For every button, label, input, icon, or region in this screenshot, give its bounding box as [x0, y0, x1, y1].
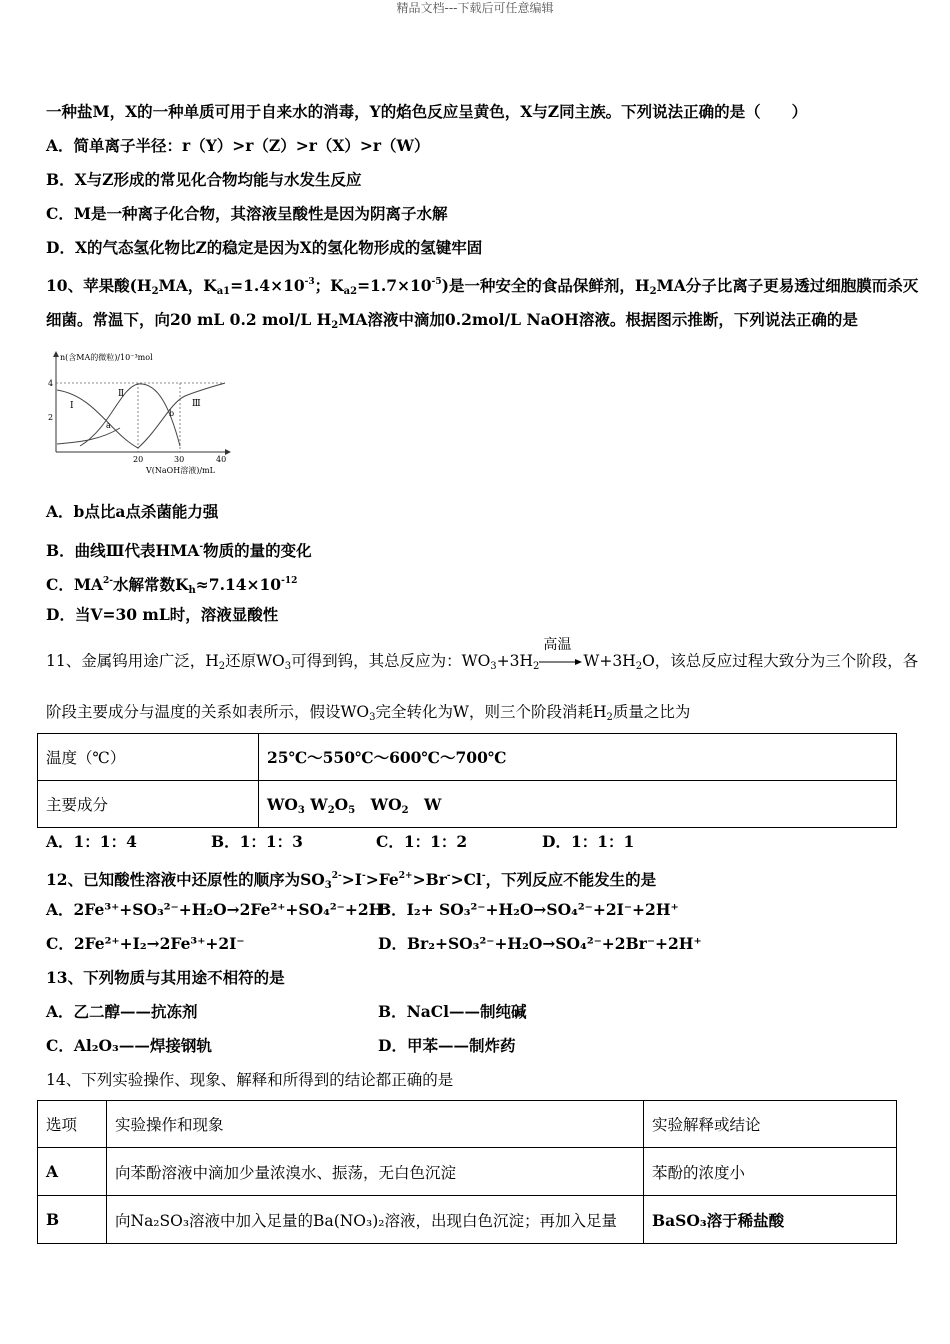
table-header: 选项	[38, 1101, 107, 1148]
text: 水解常数K	[113, 575, 189, 594]
q12-row2	[46, 934, 702, 954]
table-cell: 向Na₂SO₃溶液中加入足量的Ba(NO₃)₂溶液，出现白色沉淀；再加入足量	[107, 1196, 644, 1244]
sub: 2	[218, 661, 226, 672]
sup: 2-	[103, 576, 114, 586]
sub: 2	[533, 661, 540, 672]
q13-option-b: B．NaCl——制纯碱	[378, 1002, 527, 1021]
text: 12、已知酸性溶液中还原性的顺序为SO	[46, 870, 325, 889]
q9-option-b: B．X与Z形成的常见化合物均能与水发生反应	[46, 170, 362, 189]
sub: a2	[343, 286, 358, 297]
page-header: 精品文档---下载后可任意编辑	[396, 1, 554, 15]
x-tick-30: 30	[174, 455, 185, 464]
point-a: a	[106, 421, 111, 430]
text: W	[304, 794, 328, 814]
table-header: 实验操作和现象	[107, 1101, 644, 1148]
q11-table	[37, 733, 897, 828]
sup: 2+	[398, 871, 413, 881]
reaction-condition: 高温	[543, 637, 572, 653]
text: =1.4×10	[230, 276, 305, 295]
table-cell: 主要成分	[38, 781, 259, 828]
table-cell: 温度（℃）	[38, 734, 259, 781]
q10-graph	[40, 348, 280, 478]
curve-label-2: Ⅱ	[118, 389, 125, 399]
table-cell	[259, 781, 897, 828]
sup: -	[362, 871, 366, 881]
q10-option-d: D．当V=30 mL时，溶液显酸性	[46, 605, 279, 624]
x-tick-20: 20	[133, 455, 144, 464]
text: WO	[355, 794, 402, 814]
table-cell: 25℃～550℃～600℃～700℃	[259, 734, 897, 781]
text: WO	[267, 794, 298, 814]
curve-3	[138, 383, 225, 448]
table-cell: B	[38, 1196, 107, 1244]
q10-option-c	[46, 571, 297, 601]
q12-option-c: C．2Fe²⁺+I₂→2Fe³⁺+2I⁻	[46, 934, 245, 953]
text: C．MA	[46, 575, 104, 594]
q11-stem-line1	[46, 637, 919, 677]
sub: 3	[490, 661, 497, 672]
text: )是一种安全的食品保鲜剂，H	[441, 276, 650, 295]
text: >Br	[412, 870, 447, 889]
sup: -	[481, 871, 486, 881]
point-b: b	[169, 409, 175, 418]
q13-stem: 13、下列物质与其用途不相符的是	[46, 968, 285, 987]
y-axis-label: n(含MA的微粒)/10⁻³mol	[60, 353, 153, 362]
y-tick-2: 2	[48, 413, 54, 422]
sub: h	[188, 585, 196, 596]
table-row	[38, 1148, 897, 1196]
sup: -12	[281, 576, 298, 586]
text: +3H	[496, 652, 534, 670]
q11-option-b: B．1：1：3	[211, 832, 303, 851]
text: 还原WO	[225, 652, 285, 670]
sub: 3	[297, 804, 305, 816]
q11-option-d: D．1：1：1	[542, 832, 635, 851]
q13-row1	[46, 1002, 527, 1022]
text: MA溶液中滴加0.2mol/L NaOH溶液。根据图示推断，下列说法正确的是	[338, 310, 858, 329]
curve-1	[57, 390, 138, 448]
q11-option-c: C．1：1：2	[376, 832, 468, 851]
q9-option-a: A．简单离子半径：r（Y）>r（Z）>r（X）>r（W）	[46, 136, 430, 155]
q9-option-d: D．X的气态氢化物比Z的稳定是因为X的氢化物形成的氢键牢固	[46, 238, 483, 257]
table-cell: A	[38, 1148, 107, 1196]
q11-options	[46, 832, 635, 852]
q10-number: 10、	[46, 276, 84, 295]
q9-option-c: C．M是一种离子化合物，其溶液呈酸性是因为阴离子水解	[46, 204, 448, 223]
curve-low	[57, 428, 120, 444]
curve-label-1: Ⅰ	[70, 401, 74, 411]
curve-label-3: Ⅲ	[192, 399, 201, 409]
text: >Fe	[365, 870, 399, 889]
q9-stem: 一种盐M，X的一种单质可用于自来水的消毒，Y的焰色反应呈黄色，X与Z同主族。下列说法正确的是（ ）	[46, 102, 808, 121]
q12-row1	[46, 900, 679, 920]
text: W	[408, 794, 442, 814]
table-cell: 向苯酚溶液中滴加少量浓溴水、振荡，无白色沉淀	[107, 1148, 644, 1196]
sub: 3	[369, 712, 376, 723]
text: >I	[341, 870, 362, 889]
sub: 3	[324, 880, 332, 891]
q10-stem-line2	[46, 310, 858, 336]
text: 质量之比为	[612, 703, 691, 721]
q12-option-a: A．2Fe³⁺+SO₃²⁻+H₂O→2Fe²⁺+SO₄²⁻+2H⁺	[46, 900, 392, 919]
text: O	[334, 794, 349, 814]
sup: -	[446, 871, 451, 881]
sub: 3	[284, 661, 292, 672]
q11-stem-line2	[46, 702, 690, 728]
q10-option-b	[46, 537, 312, 561]
text: 完全转化为W，则三个阶段消耗H	[375, 703, 607, 721]
sub: 2	[151, 286, 159, 297]
text: ，下列反应不能发生的是	[485, 870, 657, 889]
sub: 2	[327, 804, 335, 816]
sub: 2	[606, 712, 613, 723]
table-row	[38, 1101, 897, 1148]
table-row	[38, 781, 897, 828]
text: W+3H	[583, 652, 636, 670]
q12-stem	[46, 866, 656, 896]
q13-row2	[46, 1036, 516, 1056]
curve-2	[80, 384, 180, 446]
table-row	[38, 1196, 897, 1244]
q10-stem-line1	[46, 272, 918, 302]
sub: 2	[649, 286, 657, 297]
q13-option-d: D．甲苯——制炸药	[378, 1036, 516, 1055]
sup: 2-	[331, 871, 342, 881]
text: O，该总反应过程大致分为三个阶段，各	[642, 652, 919, 670]
sub: 2	[635, 661, 643, 672]
q14-stem: 14、下列实验操作、现象、解释和所得到的结论都正确的是	[46, 1071, 454, 1089]
text: 可得到钨，其总反应为：WO	[291, 652, 491, 670]
x-axis-label: V(NaOH溶液)/mL	[146, 466, 215, 475]
text: ；K	[314, 276, 344, 295]
text: ≈7.14×10	[195, 575, 282, 594]
table-row	[38, 734, 897, 781]
sup: -3	[304, 277, 315, 287]
y-tick-4: 4	[48, 379, 54, 388]
text: 细菌。常温下，向20 mL 0.2 mol/L H	[46, 310, 332, 329]
q11-option-a: A．1：1：4	[46, 832, 137, 851]
text: 阶段主要成分与温度的关系如表所示，假设WO	[46, 703, 370, 721]
q10-option-a: A．b点比a点杀菌能力强	[46, 502, 219, 521]
sub: 2	[401, 804, 409, 816]
text: MA分子比离子更易透过细胞膜而杀灭	[656, 276, 919, 295]
x-tick-40: 40	[216, 455, 227, 464]
text: =1.7×10	[357, 276, 432, 295]
q14-table	[37, 1100, 897, 1244]
table-cell: BaSO₃溶于稀盐酸	[644, 1196, 897, 1244]
sub: 2	[331, 320, 339, 331]
sub: 5	[348, 804, 356, 816]
text: 苹果酸(H	[83, 276, 152, 295]
q12-option-b: B．I₂+ SO₃²⁻+H₂O→SO₄²⁻+2I⁻+2H⁺	[378, 900, 679, 919]
q12-option-d: D．Br₂+SO₃²⁻+H₂O→SO₄²⁻+2Br⁻+2H⁺	[378, 934, 702, 953]
table-cell: 苯酚的浓度小	[644, 1148, 897, 1196]
text: >Cl	[450, 870, 482, 889]
text: MA，K	[158, 276, 217, 295]
sup: -5	[431, 277, 442, 287]
reaction-arrow	[539, 637, 583, 669]
text: B．曲线Ⅲ代表HMA	[46, 541, 200, 560]
table-header: 实验解释或结论	[644, 1101, 897, 1148]
sub: a1	[216, 286, 231, 297]
text: 11、金属钨用途广泛，H	[46, 652, 219, 670]
text: 物质的量的变化	[203, 541, 312, 560]
q13-option-a: A．乙二醇——抗冻剂	[46, 1002, 198, 1021]
sup: -	[199, 542, 204, 552]
q13-option-c: C．Al₂O₃——焊接钢轨	[46, 1036, 212, 1055]
